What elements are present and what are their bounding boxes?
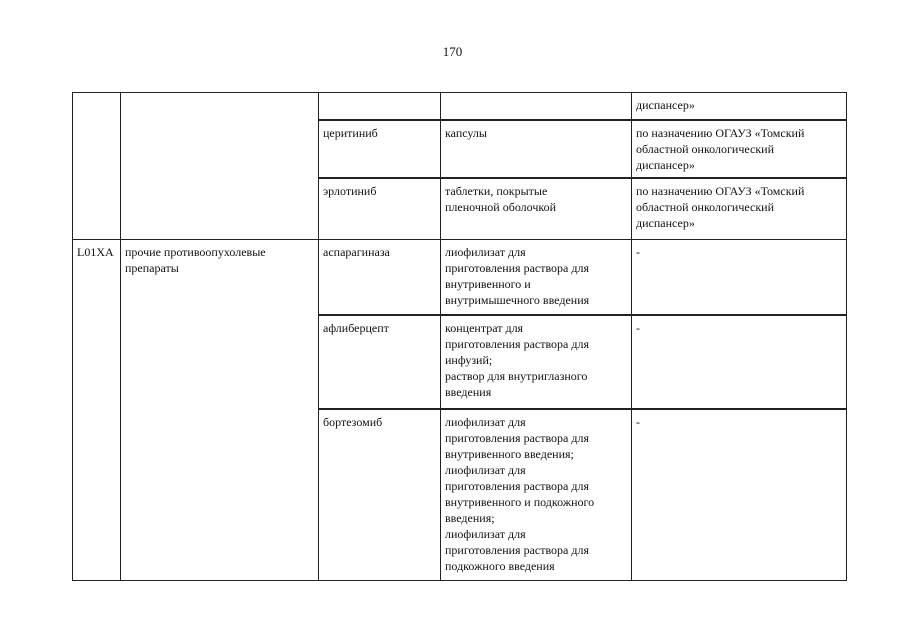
table-row — [73, 93, 847, 121]
dosage-form-line: подкожного введения — [445, 559, 555, 573]
note-line: областной онкологический — [636, 200, 775, 214]
drug-name-cell — [319, 120, 441, 178]
note-line: - — [636, 245, 640, 259]
note-line: по назначению ОГАУЗ «Томский — [636, 126, 805, 140]
dosage-form-cell — [441, 315, 632, 409]
note-line: диспансер» — [636, 98, 695, 112]
dosage-form-line: приготовления раствора для — [445, 479, 589, 493]
dosage-form-line: внутримышечного введения — [445, 293, 590, 307]
note-cell — [632, 240, 847, 316]
dosage-form-cell — [441, 120, 632, 178]
dosage-form-line: приготовления раствора для — [445, 543, 589, 557]
dosage-form-line: внутривенного и — [445, 277, 531, 291]
group-name-cell — [121, 240, 319, 581]
dosage-form-cell — [441, 178, 632, 240]
atc-code-cell — [73, 240, 121, 581]
drug-name: аспарагиназа — [323, 245, 390, 259]
drug-name-cell — [319, 240, 441, 316]
dosage-form-cell — [441, 409, 632, 581]
dosage-form-line: концентрат для — [445, 321, 524, 335]
atc-code-cell — [73, 93, 121, 240]
dosage-form-line: таблетки, покрытые — [445, 184, 548, 198]
drug-table — [72, 92, 847, 581]
dosage-form-line: введения; — [445, 511, 495, 525]
dosage-form-line: лиофилизат для — [445, 415, 526, 429]
dosage-form-line: пленочной оболочкой — [445, 200, 557, 214]
dosage-form-line: внутривенного введения; — [445, 447, 574, 461]
drug-name: церитиниб — [323, 126, 378, 140]
note-line: - — [636, 321, 640, 335]
group-name-line: препараты — [125, 261, 179, 275]
note-cell — [632, 120, 847, 178]
dosage-form-line: инфузий; — [445, 353, 493, 367]
dosage-form-line: лиофилизат для — [445, 245, 526, 259]
note-cell — [632, 178, 847, 240]
note-line: по назначению ОГАУЗ «Томский — [636, 184, 805, 198]
drug-name: бортезомиб — [323, 415, 383, 429]
dosage-form-line: раствор для внутриглазного — [445, 369, 588, 383]
group-name-cell — [121, 93, 319, 240]
note-line: диспансер» — [636, 216, 695, 230]
drug-name-cell — [319, 315, 441, 409]
drug-name: афлиберцепт — [323, 321, 389, 335]
dosage-form-line: лиофилизат для — [445, 463, 526, 477]
page-number: 170 — [442, 44, 463, 59]
note-line: - — [636, 415, 640, 429]
dosage-form-line: введения — [445, 385, 492, 399]
dosage-form-line: приготовления раствора для — [445, 337, 589, 351]
dosage-form-cell — [441, 93, 632, 121]
table-row — [73, 240, 847, 316]
note-line: диспансер» — [636, 158, 695, 172]
drug-name-cell — [319, 93, 441, 121]
dosage-form-line: капсулы — [445, 126, 487, 140]
dosage-form-cell — [441, 240, 632, 316]
note-cell — [632, 93, 847, 121]
dosage-form-line: приготовления раствора для — [445, 431, 589, 445]
atc-code: L01XA — [77, 245, 114, 259]
drug-name: эрлотиниб — [323, 184, 377, 198]
dosage-form-line: внутривенного и подкожного — [445, 495, 595, 509]
drug-name-cell — [319, 178, 441, 240]
note-cell — [632, 315, 847, 409]
dosage-form-line: приготовления раствора для — [445, 261, 589, 275]
note-cell — [632, 409, 847, 581]
drug-name-cell — [319, 409, 441, 581]
note-line: областной онкологический — [636, 142, 775, 156]
dosage-form-line: лиофилизат для — [445, 527, 526, 541]
group-name-line: прочие противоопухолевые — [125, 245, 266, 259]
